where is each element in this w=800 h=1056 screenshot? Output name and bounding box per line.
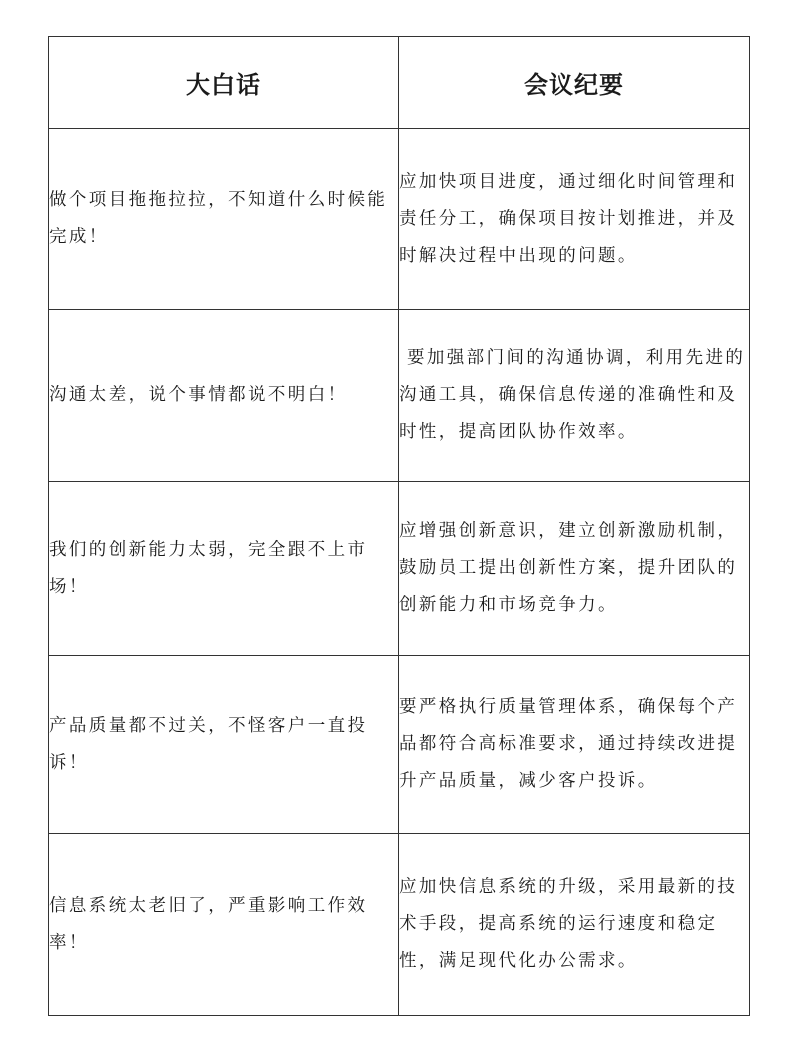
plain-talk-cell: [49, 482, 399, 656]
comparison-table: [48, 36, 750, 1016]
header-row: [49, 37, 750, 129]
plain-talk-cell: [49, 834, 399, 1016]
table-row: [49, 482, 750, 656]
meeting-minutes-cell: [399, 129, 750, 310]
meeting-minutes-text: 要严格执行质量管理体系，确保每个产品都符合高标准要求，通过持续改进提升产品质量，减少客户投诉。: [399, 697, 738, 791]
table-row: [49, 310, 750, 482]
plain-talk-cell: [49, 656, 399, 834]
table-row: [49, 834, 750, 1016]
meeting-minutes-text: 应加快信息系统的升级，采用最新的技术手段，提高系统的运行速度和稳定性，满足现代化办公需求。: [399, 877, 738, 971]
plain-talk-cell: [49, 129, 399, 310]
plain-talk-text: 沟通太差，说个事情都说不明白！: [49, 385, 348, 405]
meeting-minutes-text: 应增强创新意识，建立创新激励机制，鼓励员工提出创新性方案，提升团队的创新能力和市场竞争力。: [399, 521, 738, 615]
meeting-minutes-cell: [399, 656, 750, 834]
meeting-minutes-cell: [399, 482, 750, 656]
plain-talk-cell: [49, 310, 399, 482]
table-row: [49, 656, 750, 834]
plain-talk-text: 做个项目拖拖拉拉，不知道什么时候能完成！: [49, 190, 388, 247]
meeting-minutes-text: 要加强部门间的沟通协调，利用先进的沟通工具，确保信息传递的准确性和及时性，提高团队协作效率。: [399, 348, 746, 442]
table-row: [49, 129, 750, 310]
meeting-minutes-cell: [399, 834, 750, 1016]
plain-talk-text: 信息系统太老旧了，严重影响工作效率！: [49, 895, 368, 953]
plain-talk-text: 我们的创新能力太弱，完全跟不上市场！: [49, 539, 368, 597]
header-meeting-minutes: 会议纪要: [399, 37, 750, 129]
meeting-minutes-text: 应加快项目进度，通过细化时间管理和责任分工，确保项目按计划推进，并及时解决过程中出现的问题。: [399, 171, 738, 266]
header-plain-talk: 大白话: [49, 37, 399, 129]
plain-talk-text: 产品质量都不过关，不怪客户一直投诉！: [49, 715, 368, 773]
meeting-minutes-cell: [399, 310, 750, 482]
